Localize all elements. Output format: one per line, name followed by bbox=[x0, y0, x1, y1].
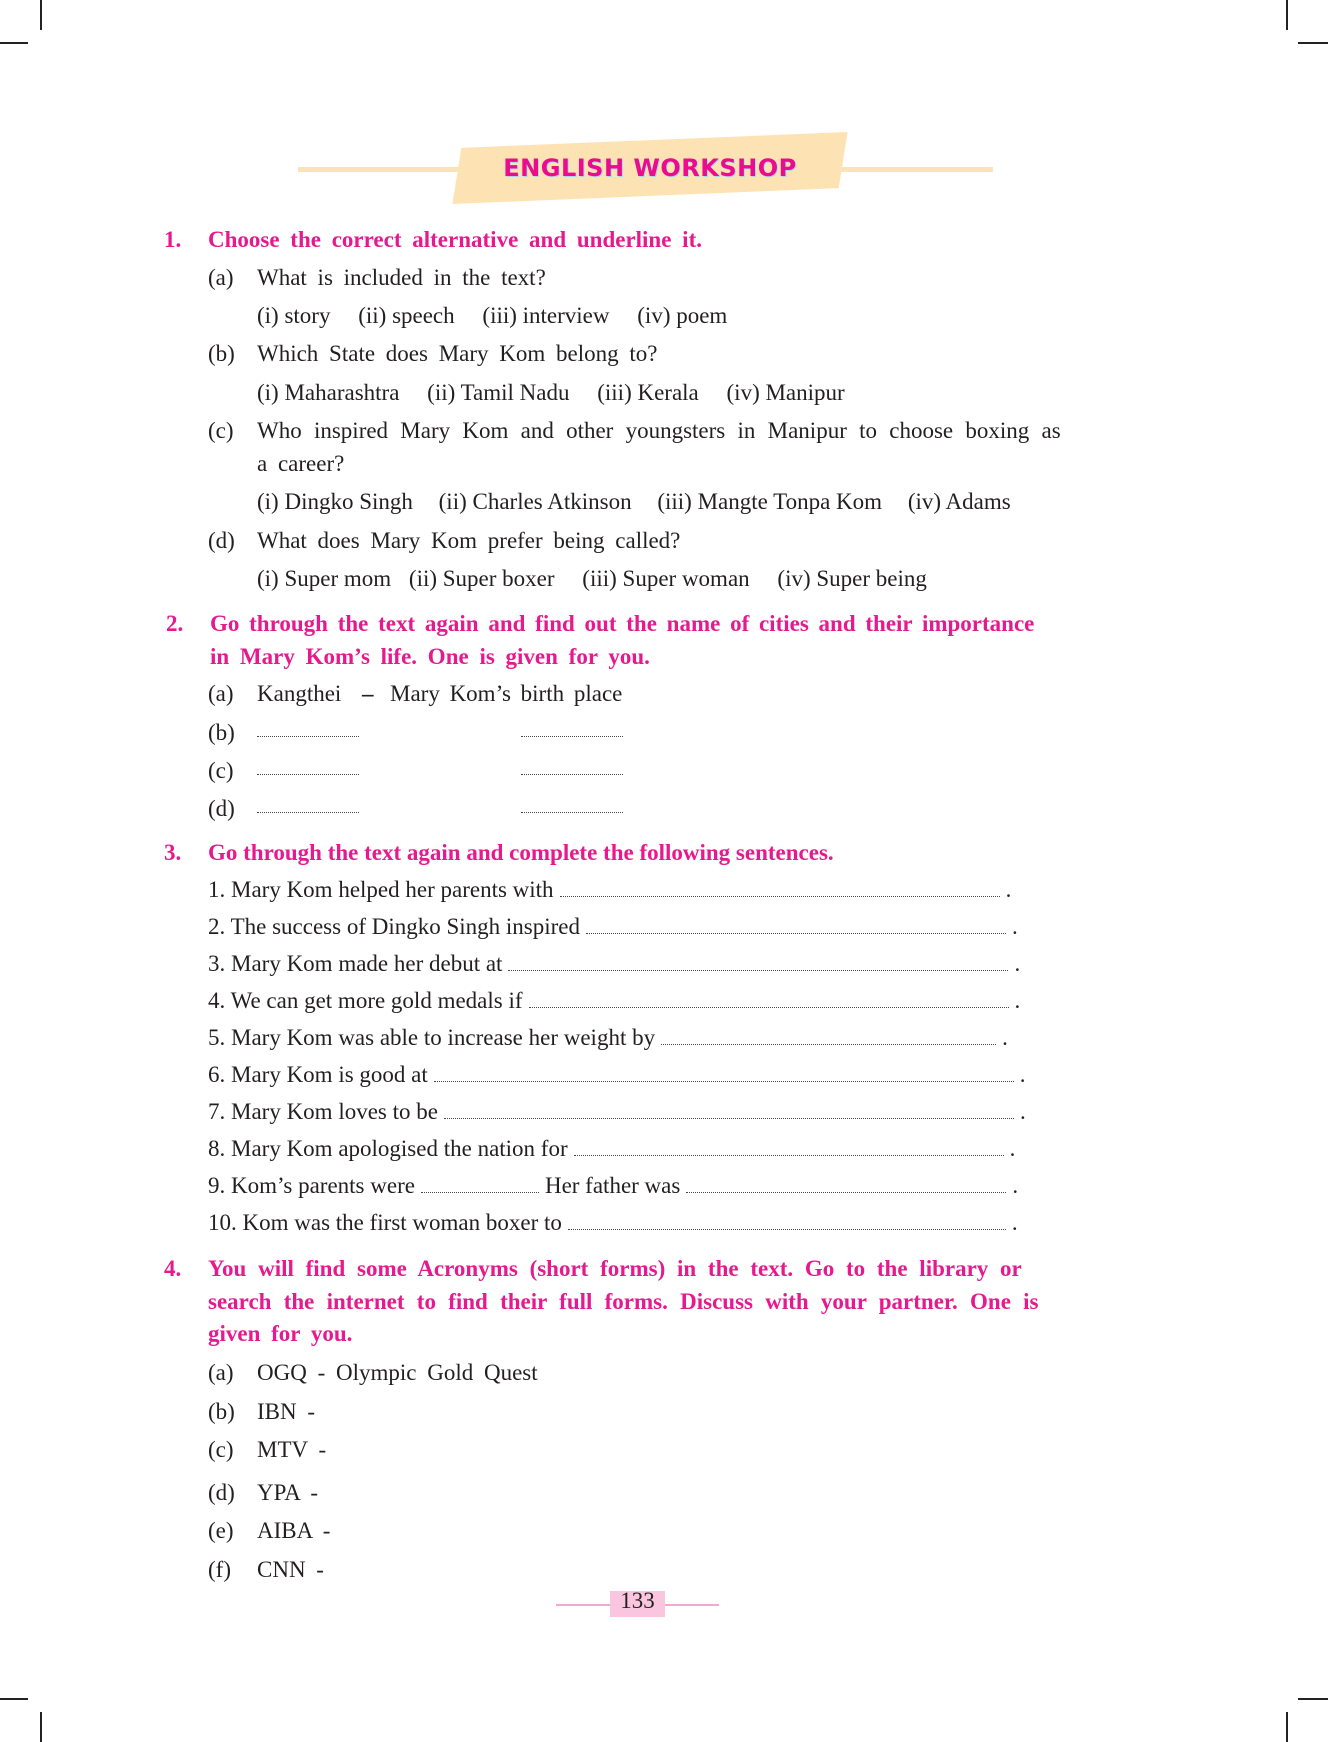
question-text-cont: given for you. bbox=[208, 1321, 353, 1346]
item-question-cont: a career? bbox=[257, 451, 345, 476]
sentence-text: 5. Mary Kom was able to increase her weight by bbox=[208, 1025, 656, 1050]
q1-item-c bbox=[208, 416, 1061, 446]
city-blank[interactable] bbox=[257, 718, 359, 737]
acronym-item bbox=[208, 1555, 324, 1585]
end-mark: . bbox=[1012, 914, 1018, 939]
sentence-blank[interactable] bbox=[508, 952, 1008, 971]
q1-item-d bbox=[208, 526, 681, 556]
option[interactable]: (iii) Mangte Tonpa Kom bbox=[657, 489, 883, 514]
page-number-line-right bbox=[663, 1604, 719, 1606]
end-mark: . bbox=[1014, 988, 1021, 1013]
sentence bbox=[208, 1134, 1015, 1164]
sentence bbox=[208, 1060, 1026, 1090]
question-number: 3. bbox=[164, 840, 182, 865]
city-importance: Mary Kom’s birth place bbox=[390, 681, 623, 706]
sentence-blank[interactable] bbox=[586, 915, 1006, 934]
item-label: (a) bbox=[208, 265, 234, 290]
item-label: (c) bbox=[208, 758, 234, 783]
option[interactable]: (iii) Kerala bbox=[597, 380, 699, 405]
question-number: 2. bbox=[166, 611, 184, 636]
item-label: (f) bbox=[208, 1557, 231, 1582]
crop-mark bbox=[1298, 42, 1328, 44]
sentence-blank[interactable] bbox=[434, 1063, 1014, 1082]
option[interactable]: (ii) Super boxer bbox=[408, 566, 555, 591]
item-question: Who inspired Mary Kom and other youngsters in Manipur to choose boxing as bbox=[257, 418, 1061, 443]
question-text-cont: search the internet to find their full forms. Discuss with your partner. One is bbox=[208, 1289, 1039, 1314]
end-mark: . bbox=[1002, 1025, 1008, 1050]
option[interactable]: (i) Super mom bbox=[257, 566, 392, 591]
item-label: (d) bbox=[208, 528, 235, 553]
item-label: (d) bbox=[208, 796, 235, 821]
q1-options-b bbox=[257, 378, 845, 408]
question-number: 4. bbox=[164, 1256, 182, 1281]
sentence-text-part2: Her father was bbox=[544, 1173, 681, 1198]
sentence-text: 6. Mary Kom is good at bbox=[208, 1062, 428, 1087]
crop-mark bbox=[0, 42, 28, 44]
option[interactable]: (i) Maharashtra bbox=[257, 380, 400, 405]
q1-item-a bbox=[208, 263, 546, 293]
option[interactable]: (ii) Tamil Nadu bbox=[427, 380, 570, 405]
q1-item-b bbox=[208, 339, 658, 369]
page-number: 133 bbox=[620, 1588, 655, 1613]
question-4-cont bbox=[208, 1317, 352, 1350]
item-label: (c) bbox=[208, 1437, 234, 1462]
option[interactable]: (iv) Manipur bbox=[726, 380, 845, 405]
sentence-blank[interactable] bbox=[560, 878, 1000, 897]
item-label: (a) bbox=[208, 1360, 234, 1385]
end-mark: . bbox=[1019, 1099, 1026, 1124]
crop-mark bbox=[0, 1698, 28, 1700]
acronym-text: IBN - bbox=[257, 1399, 316, 1424]
q1-options-d bbox=[257, 564, 927, 594]
sentence-blank[interactable] bbox=[421, 1174, 539, 1193]
acronym-text: CNN - bbox=[257, 1557, 324, 1582]
item-label: (b) bbox=[208, 720, 235, 745]
sentence-blank[interactable] bbox=[444, 1100, 1014, 1119]
q1-item-c-cont bbox=[257, 449, 344, 479]
question-text: Go through the text again and complete the following sentences. bbox=[208, 840, 834, 865]
sentence-blank[interactable] bbox=[574, 1137, 1004, 1156]
sentence bbox=[208, 1097, 1026, 1127]
sentence-text: 7. Mary Kom loves to be bbox=[208, 1099, 438, 1124]
page-title: ENGLISH WORKSHOP bbox=[503, 154, 797, 182]
acronym-item bbox=[208, 1397, 316, 1427]
acronym-text: AIBA - bbox=[257, 1518, 331, 1543]
city-blank[interactable] bbox=[257, 794, 359, 813]
crop-mark bbox=[40, 1712, 42, 1742]
sentence-text: 10. Kom was the first woman boxer to bbox=[208, 1210, 562, 1235]
option[interactable]: (iv) poem bbox=[637, 303, 728, 328]
acronym-item bbox=[208, 1478, 319, 1508]
question-number: 1. bbox=[164, 227, 182, 252]
question-2-cont bbox=[210, 640, 650, 673]
sentence-blank[interactable] bbox=[661, 1026, 996, 1045]
item-label: (a) bbox=[208, 681, 234, 706]
q1-options-a bbox=[257, 301, 727, 331]
item-question: Which State does Mary Kom belong to? bbox=[257, 341, 658, 366]
acronym-text: MTV - bbox=[257, 1437, 327, 1462]
question-text: You will find some Acronyms (short forms) in the text. Go to the library or bbox=[208, 1256, 1022, 1281]
option[interactable]: (i) Dingko Singh bbox=[257, 489, 413, 514]
end-mark: . bbox=[1019, 1062, 1026, 1087]
page-number-line-left bbox=[556, 1604, 612, 1606]
option[interactable]: (ii) Charles Atkinson bbox=[438, 489, 632, 514]
option[interactable]: (i) story bbox=[257, 303, 331, 328]
sentence bbox=[208, 1171, 1018, 1201]
question-text: Go through the text again and find out the name of cities and their importance bbox=[210, 611, 1035, 636]
item-label: (d) bbox=[208, 1480, 235, 1505]
acronym-item bbox=[208, 1435, 327, 1465]
q2-blank-d bbox=[208, 794, 235, 824]
crop-mark bbox=[1298, 1698, 1328, 1700]
end-mark: . bbox=[1012, 1173, 1019, 1198]
crop-mark bbox=[40, 0, 42, 30]
end-mark: . bbox=[1014, 951, 1021, 976]
banner-line-left bbox=[298, 167, 468, 172]
option[interactable]: (iii) Super woman bbox=[582, 566, 750, 591]
sentence-text: 4. We can get more gold medals if bbox=[208, 988, 523, 1013]
importance-blank[interactable] bbox=[521, 718, 623, 737]
q2-blank-b bbox=[208, 718, 235, 748]
importance-blank[interactable] bbox=[521, 794, 623, 813]
sentence bbox=[208, 986, 1020, 1016]
option[interactable]: (iv) Super being bbox=[777, 566, 927, 591]
sentence-text: 2. The success of Dingko Singh inspired bbox=[208, 914, 581, 939]
acronym-item bbox=[208, 1358, 538, 1388]
q2-example bbox=[208, 679, 623, 709]
option[interactable]: (iii) interview bbox=[482, 303, 610, 328]
question-4-cont bbox=[208, 1285, 1039, 1318]
dash: – bbox=[362, 681, 374, 706]
sentence bbox=[208, 875, 1011, 905]
q1-options-c bbox=[257, 487, 1011, 517]
end-mark: . bbox=[1011, 1210, 1018, 1235]
option[interactable]: (ii) speech bbox=[358, 303, 455, 328]
city-name: Kangthei bbox=[257, 681, 342, 706]
importance-blank[interactable] bbox=[521, 756, 623, 775]
item-question: What is included in the text? bbox=[257, 265, 546, 290]
item-label: (e) bbox=[208, 1518, 234, 1543]
sentence-blank[interactable] bbox=[529, 989, 1009, 1008]
item-label: (c) bbox=[208, 418, 234, 443]
question-text: Choose the correct alternative and underline it. bbox=[208, 227, 702, 252]
acronym-text: OGQ - Olympic Gold Quest bbox=[257, 1360, 538, 1385]
item-label: (b) bbox=[208, 1399, 235, 1424]
sentence-text: 8. Mary Kom apologised the nation for bbox=[208, 1136, 568, 1161]
sentence bbox=[208, 1208, 1018, 1238]
sentence-text: 9. Kom’s parents were bbox=[208, 1173, 415, 1198]
acronym-text: YPA - bbox=[257, 1480, 319, 1505]
q2-blank-c bbox=[208, 756, 234, 786]
question-text-cont: in Mary Kom’s life. One is given for you. bbox=[210, 644, 650, 669]
sentence bbox=[208, 949, 1020, 979]
option[interactable]: (iv) Adams bbox=[907, 489, 1011, 514]
sentence-text: 1. Mary Kom helped her parents with bbox=[208, 877, 554, 902]
end-mark: . bbox=[1005, 877, 1012, 902]
item-question: What does Mary Kom prefer being called? bbox=[257, 528, 681, 553]
acronym-item bbox=[208, 1516, 331, 1546]
banner-line-right bbox=[830, 167, 993, 172]
end-mark: . bbox=[1009, 1136, 1016, 1161]
sentence-text: 3. Mary Kom made her debut at bbox=[208, 951, 503, 976]
sentence-blank[interactable] bbox=[568, 1211, 1006, 1230]
item-label: (b) bbox=[208, 341, 235, 366]
sentence-blank[interactable] bbox=[686, 1174, 1006, 1193]
crop-mark bbox=[1286, 0, 1288, 30]
crop-mark bbox=[1286, 1712, 1288, 1742]
sentence bbox=[208, 912, 1018, 942]
sentence bbox=[208, 1023, 1008, 1053]
city-blank[interactable] bbox=[257, 756, 359, 775]
